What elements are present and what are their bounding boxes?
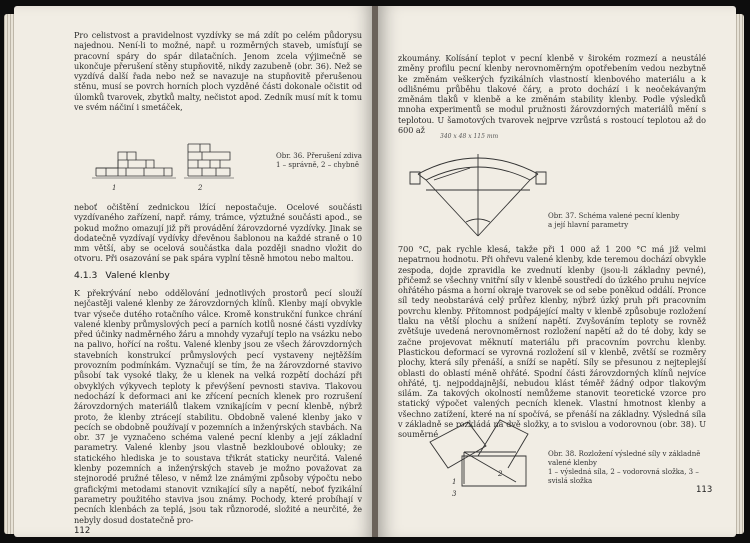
figure-38-label-1: 1 <box>452 478 457 486</box>
section-number: 4.1.3 <box>74 270 98 281</box>
figure-37-caption-line-1: Obr. 37. Schéma valené pecní klenby <box>548 212 680 220</box>
figure-36-label-2: 2 <box>198 184 203 192</box>
left-paragraph-2: neboť očištění zednickou lžící nepostačuje. Ocelové součásti vyzdívaného zařízení, např. rámy, trámce, výztužné součásti apod., se pokud možno omazují již při provádění žárovzdorné vyzdívky. Jinak se dodatečně vyzdívají vydívky dřevěnou šablonou na každé straně o 10 mm větší, aby se ocelová součástka dala později snadno vložit do otvoru. Při osazování se pak spára vyplní těsně hmotou nebo maltou. <box>74 202 362 264</box>
figure-38-caption <box>548 450 708 486</box>
left-paragraph-3: K překrývání nebo oddělování jednotlivých prostorů pecí slouží nejčastěji valené klenby ze žárovzdorných klínů. Klenby mají obvykle tvar výseče dutého rotačního válce. Kromě konstrukční funkce chrání valené klenby průmyslových pecí a parních kotlů nosné části vyzdívky před účinky nadměrného žáru a mnohdy vyzařují teplo na vsázku nebo na palivo, hořící na roštu. Valené klenby jsou ze všech žárovzdorných stavebních konstrukcí průmyslových pecí vystaveny nejtěžším provozním podmínkám. Vyznačují se tím, že na žárovzdorné stavivo působí tak vysoké tlaky, že u klenek na velká rozpětí dochází při obvyklých výkyvech teploty k převýšení pevnosti staviva. Tlakovou nedochází k deformaci ani ke zřícení pecních klenek pro rozrušení žárovzdorných materiálů tlakem vznikajícím v pecní klenbě, nýbrž proto, že klenby ztrácejí stabilitu. Obdobně valené klenby jako v pecích se obdobně používají v pozemních a inženýrských stavbách. Na obr. 37 je vyznačeno schéma valené pecní klenby a její základní parametry. Valené klenby jsou vlastně bezkloubové oblouky; ze statického hlediska je to soustava třikrát staticky neurčitá. Valené klenby pozemních a inženýrských staveb je možno považovat za stejnorodé pružné těleso, v němž lze známými způsoby výpočtu nebo grafickými metodami stanovit vznikající síly a napětí, neboť fyzikální parametry použitého staviva jsou známy. Pochody, které probíhají v pecních klenbách za teplá, jsou tak různorodé, složité a neurčité, že nebyly dosud dostatečně pro- <box>74 288 362 525</box>
left-page-number: 112 <box>74 526 91 536</box>
open-book <box>4 6 746 537</box>
vault-diagram <box>406 144 556 240</box>
figure-36-caption-line-2: 1 – správně, 2 – chybně <box>276 161 359 169</box>
right-page-number: 113 <box>696 485 713 495</box>
figure-37-caption <box>548 212 708 230</box>
figure-38-label-3: 3 <box>452 490 457 498</box>
masonry-figure <box>92 124 242 188</box>
left-paragraph-1: Pro celistvost a pravidelnost vyzdívky se má zdít po celém půdorysu najednou. Není-li to možné, např. u rozměrných staveb, umísťují se pracovní spáry do spár dilatačních. Jenom zcela výjimečně se ukončuje přerušení stěny stupňovitě, nikdy zazubeně (obr. 36). Než se vyzdívá další řada nebo než se navazuje na stupňovitě přerušenou stěnu, musí se povrch horních ploch vyzděné části dokonale očistit od úlomků tvarovek, zbytků malty, nečistot apod. Zedník musí mít k tomu ve svém náčiní i smetáček, <box>74 30 362 113</box>
force-diagram <box>420 412 550 490</box>
right-page <box>378 6 736 537</box>
figure-38-label-2: 2 <box>498 470 503 478</box>
left-page <box>14 6 374 537</box>
figure-36-caption <box>276 152 368 170</box>
section-title: Valené klenby <box>105 270 170 281</box>
figure-38-caption-line-1: Obr. 38. Rozložení výsledné síly v základně valené klenby <box>548 450 701 467</box>
section-heading <box>74 270 170 281</box>
figure-36-label-1: 1 <box>112 184 117 192</box>
figure-38-caption-line-2: 1 – výsledná síla, 2 – vodorovná složka, 3 – svislá složka <box>548 468 699 485</box>
right-paragraph-1: zkoumány. Kolísání teplot v pecní klenbě v širokém rozmezí a neustálé změny profilu pecní klenby nerovnoměrným opotřebením vedou nezbytně ke změnám veškerých fyzikálních vlastností klenbového materiálu a k odlišnému průběhu tlakové čáry, a proto dochází i k neočekávaným změnám tlaků v klenbě a ke změnám stability klenby. Podle výsledků mnoha experimentů se modul pružnosti žárovzdorných materiálů mění s teplotou. U šamotových tvarovek nejprve vzrůstá s rostoucí teplotou až do 600 až <box>398 53 706 136</box>
right-paragraph-2: 700 °C, pak rychle klesá, takže při 1 000 až 1 200 °C má již velmi nepatrnou hodnotu. Při ohřevu valené klenby, kde teremou dochází obvykle zespoda, dojde zpravidla ke zvednutí klenby (jsou-li základny pevné), přičemž se všechny vnitřní síly v klenbě soustředí do úzkého pruhu nejvíce ohřátého pásma a horní okraje tvarovek se od sebe poněkud oddálí. Pronce síl tedy neobstarává celý průřez klenby, nýbrž úzký pruh při pracovním povrchu klenby. Přítomnost podpájející malty v klenbě způsobuje rozložení tlaku na větší plochu a snížení napětí. Zvyšováním teploty se rovněž zvětšuje uvedená nerovnoměrnost rozložení napětí až do té doby, kdy se začne projevovat měknutí materiálu při pracovním povrchu klenby. Plastickou deformací se vyrovná rozložení sil v klenbě, zvětší se rozměry plochy, která síly přenáší, a sníží se napětí. Síly se přesunou z nejteplejší oblasti do oblastí méně ohřáté. Spodní části žárovzdorných klínů nejvíce ohřáté, tj. nejpoddajnější, nebudou klást téměř žádný odpor tlakovým silám. Za takových okolností nemůžeme stanovit teoretické vzorce pro statický výpočet valených pecních klenek. Vlastní hmotnost klenby a všechno zatížení, které na ní spočívá, se přenáší na základny. Výsledná síla v základně se rozkládá na dvě složky, a to svislou a vodorovnou (obr. 38). U souměrné <box>398 244 706 440</box>
figure-37-handwriting: 340 x 48 x 115 mm <box>440 133 499 140</box>
figure-37-caption-line-2: a její hlavní parametry <box>548 221 629 229</box>
figure-36-caption-line-1: Obr. 36. Přerušení zdiva <box>276 152 362 160</box>
